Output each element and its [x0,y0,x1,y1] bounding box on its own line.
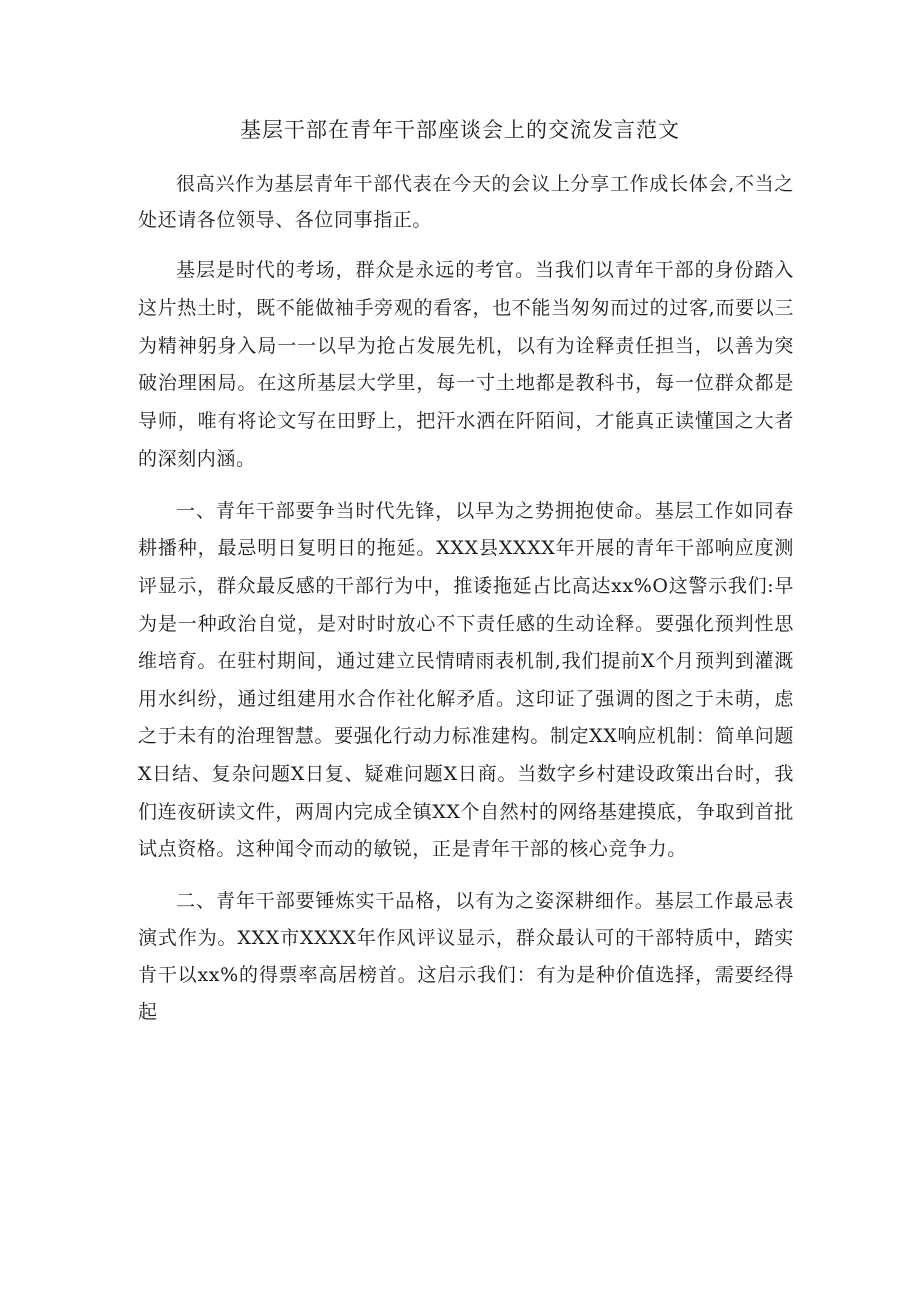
document-title: 基层干部在青年干部座谈会上的交流发言范文 [240,118,680,142]
paragraph-section-one: 一、青年干部要争当时代先锋，以早为之势拥抱使命。基层工作如同春耕播种，最忌明日复明日的拖延。XXX县XXXX年开展的青年干部响应度测评显示，群众最反感的干部行为中，推诿拖延占比高达xx%O这警示我们:早为是一种政治自觉，是对时时放心不下责任感的生动诠释。要强化预判性思维培育。在驻村期间，通过建立民情晴雨表机制,我们提前X个月预判到灌溉用水纠纷，通过组建用水合作社化解矛盾。这印证了强调的图之于未萌，虑之于未有的治理智慧。要强化行动力标准建构。制定XX响应机制：简单问题X日结、复杂问题X日复、疑难问题X日商。当数字乡村建设政策出台时，我们连夜研读文件，两周内完成全镇XX个自然村的网络基建摸底，争取到首批试点资格。这种闻令而动的敏锐，正是青年干部的核心竞争力。 [138,499,794,861]
paragraph-opening: 很高兴作为基层青年干部代表在今天的会议上分享工作成长体会,不当之处还请各位领导、各位同事指正。 [138,173,794,231]
paragraph-grassroots-exam: 基层是时代的考场，群众是永远的考官。当我们以青年干部的身份踏入这片热土时，既不能做袖手旁观的看客，也不能当匆匆而过的过客,而要以三为精神躬身入局一一以早为抢占发展先机，以有为诠释责任担当，以善为突破治理困局。在这所基层大学里，每一寸土地都是教科书，每一位群众都是导师，唯有将论文写在田野上，把汗水洒在阡陌间，才能真正读懂国之大者的深刻内涵。 [138,259,794,470]
document-body [138,166,794,1032]
paragraph-section-two: 二、青年干部要锤炼实干品格，以有为之姿深耕细作。基层工作最忌表演式作为。XXX市XXXX年作风评议显示，群众最认可的干部特质中，踏实肯干以xx%的得票率高居榜首。这启示我们：有为是种价值选择，需要经得起 [138,889,794,1024]
